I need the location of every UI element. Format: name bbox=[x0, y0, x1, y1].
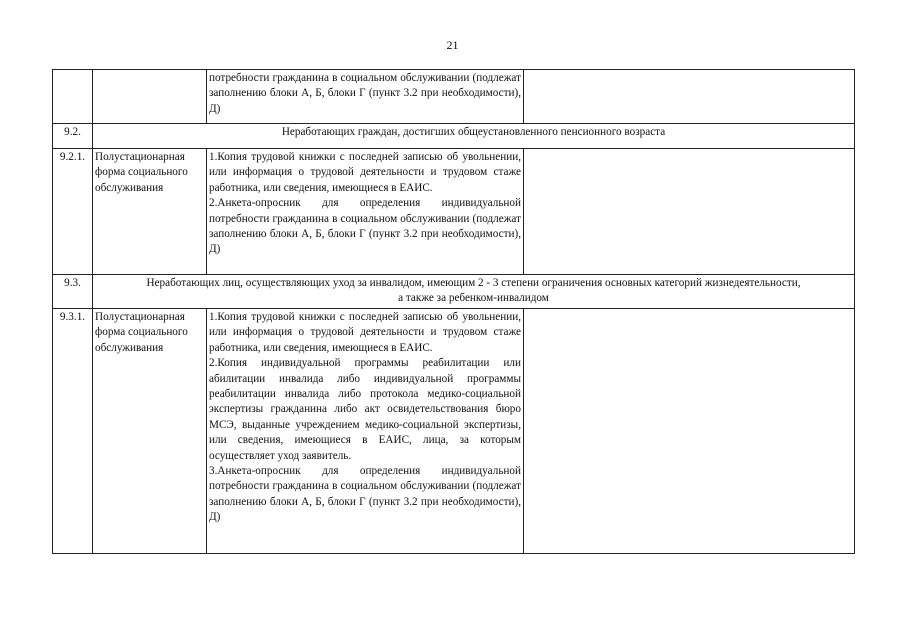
table-row-section-9-2 bbox=[53, 124, 855, 149]
section-number: 9.3. bbox=[53, 275, 93, 309]
documents-table bbox=[52, 69, 855, 554]
document-item: 1.Копия трудовой книжки с последней записью об увольнении, или информация о трудовой деятельности и трудовом стаже работника, или сведения, имеющиеся в ЕАИС. bbox=[209, 151, 521, 194]
row-number-cell: 9.2.1. bbox=[53, 149, 93, 275]
document-item: 2.Анкета-опросник для определения индивидуальной потребности гражданина в социальном обслуживании (подлежат заполнению блоки А, Б, блоки Г (пункт 3.2 при необходимости), Д) bbox=[209, 197, 521, 256]
section-title-line: а также за ребенком-инвалидом bbox=[398, 292, 549, 305]
section-title-line: Неработающих лиц, осуществляющих уход за инвалидом, имеющим 2 - 3 степени ограничения основных категорий жизнедеятельности, bbox=[146, 277, 801, 289]
document-item: 1.Копия трудовой книжки с последней записью об увольнении, или информация о трудовой деятельности и трудовом стаже работника, или сведения, имеющиеся в ЕАИС. bbox=[209, 311, 521, 354]
table-row-section-9-3 bbox=[53, 275, 855, 309]
table-row-continuation bbox=[53, 70, 855, 124]
service-form-cell bbox=[93, 70, 207, 124]
row-number-cell bbox=[53, 70, 93, 124]
documents-cell bbox=[207, 70, 524, 124]
document-item: потребности гражданина в социальном обслуживании (подлежат заполнению блоки А, Б, блоки Г (пункт 3.2 при необходимости), Д) bbox=[209, 72, 521, 115]
page-number: 21 bbox=[446, 38, 459, 52]
note-cell bbox=[524, 149, 855, 275]
service-form-cell: Полустационарная форма социального обслуживания bbox=[93, 309, 207, 554]
note-cell bbox=[524, 309, 855, 554]
document-item: 3.Анкета-опросник для определения индивидуальной потребности гражданина в социальном обслуживании (подлежат заполнению блоки А, Б, блоки Г (пункт 3.2 при необходимости), Д) bbox=[209, 465, 521, 524]
table-row-9-2-1 bbox=[53, 149, 855, 275]
section-title: Неработающих граждан, достигших общеустановленного пенсионного возраста bbox=[93, 124, 855, 149]
documents-cell bbox=[207, 309, 524, 554]
section-number: 9.2. bbox=[53, 124, 93, 149]
section-title bbox=[93, 275, 855, 309]
documents-cell bbox=[207, 149, 524, 275]
note-cell bbox=[524, 70, 855, 124]
table-row-9-3-1 bbox=[53, 309, 855, 554]
row-number-cell: 9.3.1. bbox=[53, 309, 93, 554]
document-item: 2.Копия индивидуальной программы реабилитации или абилитации инвалида либо индивидуальной программы реабилитации инвалида либо протокола медико-социальной экспертизы гражданина либо акт освидетельствования бюро МСЭ, выданные учреждением медико-социальной экспертизы, или сведения, имеющиеся в ЕАИС, лица, за которым осуществляет уход заявитель. bbox=[209, 357, 521, 462]
service-form-cell: Полустационарная форма социального обслуживания bbox=[93, 149, 207, 275]
